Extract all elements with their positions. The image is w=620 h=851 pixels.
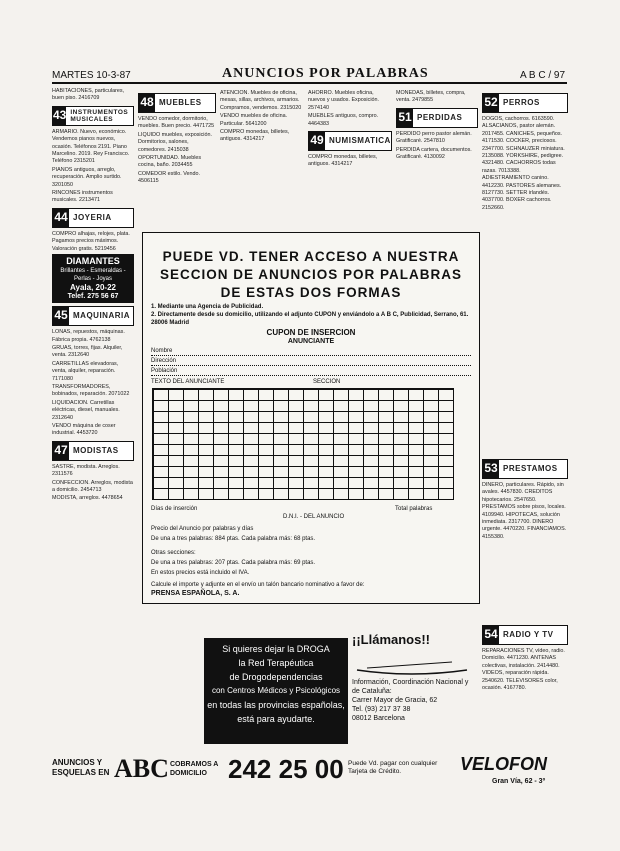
section-number: 53 — [483, 460, 499, 478]
section-header — [52, 208, 134, 228]
cobramos-text: COBRAMOS A DOMICILIO — [170, 761, 219, 777]
classified-item: PIANOS antiguos, arreglo, recuperación. Amplio surtido. 3201050 — [52, 166, 122, 188]
column-2 — [138, 90, 216, 230]
section-name: INSTRUMENTOS MUSICALES — [70, 108, 129, 123]
classified-item: HABITACIONES, particulares, buen piso. 2416709 — [52, 88, 125, 102]
otras-secciones: Otras secciones: — [151, 550, 196, 556]
address-text: Carrer Mayor de Gracia, 62 — [352, 697, 438, 704]
seccion-label: SECCION — [313, 379, 341, 385]
footer-banner — [52, 752, 572, 792]
classified-item: COMPRO monedas, billetes, antiguos. 4314217 — [308, 154, 378, 168]
classified-item: OPORTUNIDAD. Muebles cocina, baño. 2034455 — [138, 155, 202, 169]
classified-item: CONFECCION. Arreglos, modista a domicilio. 2454713 — [52, 479, 133, 493]
column-1 — [52, 88, 134, 738]
footer-left: ANUNCIOS Y ESQUELAS EN — [52, 758, 110, 777]
section-name: NUMISMATICA — [329, 136, 391, 146]
option-1: 1. Mediante una Agencia de Publicidad. — [151, 304, 264, 310]
velofon-logo: VELOFON — [460, 754, 548, 774]
precio-heading: Precio del Anuncio por palabras y días — [151, 526, 254, 532]
section-name: PERDIDAS — [417, 113, 463, 123]
column-4 — [308, 90, 392, 230]
section-number: 51 — [397, 109, 413, 127]
contact-ad — [352, 632, 478, 742]
diamantes-title: DIAMANTES — [66, 256, 120, 267]
section-name: PERROS — [503, 98, 540, 108]
texto-label: TEXTO DEL ANUNCIANTE — [151, 379, 225, 385]
droga-line-3: de Drogodependencias — [229, 672, 323, 682]
classified-item: VENDO comedor, dormitorio, muebles. Buen precio. 4471725 — [138, 116, 215, 130]
section-name: PRESTAMOS — [503, 464, 558, 474]
section-header — [308, 131, 392, 151]
section-name: MUEBLES — [159, 98, 202, 108]
adjunte-note: Calcule el importe y adjunte en el envío un talón bancario nominativo a favor de: — [151, 582, 365, 588]
classified-item: ARMARIO. Nuevo, económico. Vendemos pianos nuevos, ocasión. Teléfonos 2191. Piano Marcelino. 2019. Rey Francisco. Teléfono 2315201 — [52, 128, 130, 165]
dni-label: D.N.I. - DEL ANUNCIO — [283, 514, 345, 520]
section-number: 49 — [309, 132, 325, 150]
column-3 — [220, 90, 304, 230]
classified-item: AHORRO. Muebles oficina, nuevos y usados. Exposición. 2574140 — [308, 90, 380, 111]
classified-item: VENDO muebles de oficina. Particular. 5641200 — [220, 113, 288, 127]
droga-line-6: está para ayudarte. — [237, 714, 315, 724]
section-header — [396, 108, 478, 128]
section-name: MODISTAS — [73, 446, 119, 456]
poblacion-field[interactable]: Población — [151, 367, 471, 376]
direccion-field[interactable]: Dirección — [151, 357, 471, 366]
classified-item: REPARACIONES TV, vídeo, radio. Domicilio. 4471230. ANTENAS colectivas, instalación. 2414480. VIDEOS, reparación rápida. 2540620. TELEVISORES color, ocasión. 4167780. — [482, 648, 565, 692]
column-6 — [482, 90, 568, 745]
section-number: 54 — [483, 626, 499, 644]
diamantes-address: Ayala, 20-22 — [70, 283, 116, 293]
droga-line-1: Si quieres dejar la DROGA — [222, 644, 330, 654]
droga-ad — [204, 638, 348, 744]
header-rule — [52, 82, 567, 84]
classified-item: LONAS, repuestos, máquinas. Fábrica propia. 4762138 — [52, 329, 125, 343]
phone-text: Tel. (93) 217 37 38 — [352, 706, 411, 713]
droga-line-5: en todas las provincias españolas, — [207, 700, 345, 710]
section-header — [482, 93, 568, 113]
diamantes-phone: Telef. 275 56 67 — [67, 293, 119, 301]
classified-item: COMPRO alhajas, relojes, plata. Pagamos precios máximos. Valoración gratis. 5219456 — [52, 230, 130, 252]
classified-item: RINCONES instrumentos musicales. 2213471 — [52, 190, 113, 204]
page-date: MARTES 10-3-87 — [52, 70, 131, 81]
classified-item: GRUAS, torres, fijas. Alquiler, venta. 2312640 — [52, 344, 123, 359]
section-number: 45 — [53, 307, 69, 325]
coupon-title: CUPON DE INSERCION — [266, 328, 356, 337]
classified-item: LIQUIDACION. Carretillas eléctricas, diesel, manuales. 2312640 — [52, 399, 120, 421]
option-2: 2. Directamente desde su domicilio, utilizando el adjunto CUPON y enviándolo a A B C, Publicidad, Serrano, 61. 28006 Madrid — [151, 312, 469, 326]
classified-item: COMEDOR estilo. Vendo. 4506115 — [138, 170, 201, 185]
droga-line-2: la Red Terapéutica — [238, 658, 314, 668]
anunciante-label: ANUNCIANTE — [287, 338, 335, 345]
section-header — [52, 106, 134, 126]
classified-item: COMPRO monedas, billetes, antiguos. 4314217 — [220, 129, 290, 143]
diamantes-ad — [52, 254, 134, 303]
postal-text: 08012 Barcelona — [352, 715, 405, 722]
classified-item: PERDIDO perro pastor alemán. Gratificaré. 2547810 — [396, 130, 472, 145]
precio-1: De una a tres palabras: 884 ptas. Cada palabra más: 68 ptas. — [151, 536, 316, 542]
classified-item: ATENCION. Muebles de oficina, mesas, sillas, archivos, armarios. Compramos, vendemos. 2315020 — [220, 90, 302, 111]
precio-2: De una a tres palabras: 207 ptas. Cada palabra más: 69 ptas. — [151, 560, 316, 566]
classified-item: MONEDAS, billetes, compra, venta. 2479855 — [396, 90, 466, 104]
coupon-headline-1: PUEDE VD. TENER ACCESO A NUESTRA — [162, 249, 460, 264]
abc-logo: ABC — [114, 754, 169, 783]
text-entry-grid[interactable] — [152, 388, 454, 500]
section-header — [52, 441, 134, 461]
section-header — [482, 625, 568, 645]
droga-line-4: con Centros Médicos y Psicológicos — [211, 686, 341, 695]
section-header — [52, 306, 134, 326]
coupon-headline-2: SECCION DE ANUNCIOS POR PALABRAS — [159, 267, 463, 282]
column-5 — [396, 90, 478, 230]
classified-item: LIQUIDO muebles, exposición. Dormitorios, salones, comedores. 2415038 — [138, 131, 213, 153]
classified-item: PERDIDA cartera, documentos. Gratificaré. 4130092 — [396, 146, 472, 161]
llamanos-title: ¡¡Llámanos!! — [352, 632, 430, 647]
classified-item: SASTRE, modista. Arreglos. 2311576 — [52, 463, 120, 478]
classified-item: TRANSFORMADORES, bobinados, reparación. 2071022 — [52, 383, 130, 398]
page-number: A B C / 97 — [520, 70, 566, 81]
classified-item: MUEBLES antiguos, compro. 4464383 — [308, 113, 379, 127]
classified-item: VENDO máquina de coser industrial. 4453720 — [52, 422, 116, 437]
section-name: JOYERIA — [73, 213, 112, 223]
classified-item: MODISTA, arreglos. 4478654 — [52, 495, 123, 502]
section-header — [482, 459, 568, 479]
section-number: 44 — [53, 209, 69, 227]
section-name: MAQUINARIA — [73, 311, 130, 321]
page-title: ANUNCIOS POR PALABRAS — [222, 66, 429, 81]
section-number: 43 — [53, 107, 66, 125]
classified-item: DINERO, particulares. Rápido, sin avales. 4457830. CREDITOS hipotecarios. 2547650. PRESTAMOS sobre pisos, locales. 4109940. HIPOTECAS, solución inmediata. 2317700. DINERO urgente. 4470220. FINANCIAMOS. 4155380. — [482, 482, 567, 540]
nombre-field[interactable]: Nombre — [151, 347, 471, 356]
coupon-headline-3: DE ESTAS DOS FORMAS — [220, 285, 402, 300]
section-number: 48 — [139, 94, 155, 112]
dias-label: Días de inserción — [151, 506, 198, 512]
phone-number: 242 25 00 — [228, 754, 344, 784]
boat-illustration — [352, 648, 478, 678]
payment-note: Puede Vd. pagar con cualquier Tarjeta de Crédito. — [348, 760, 438, 775]
info-text: Información, Coordinación Nacional y de Cataluña: — [352, 679, 469, 695]
section-header — [138, 93, 216, 113]
section-name: RADIO Y TV — [503, 630, 554, 640]
velofon-address: Gran Vía, 62 - 3º — [492, 778, 546, 785]
classified-item: DOGOS, cachorros. 6163590. ALSACIANOS, pastor alemán. 2017455. CANICHES, pequeños. 4171530. COCKER, preciosos. 2347700. SCHNAUZER miniatura. 2135088. YORKSHIRE, pedigree. 4321480. CACHORROS todas razas. 7013388. ADIESTRAMIENTO canino. 4412230. PASTORES alemanes. 8127730. SETTER irlandés. 4037700. BOXER cachorros. 2152660. — [482, 116, 565, 211]
total-label: Total palabras — [395, 506, 433, 512]
classified-item: CARRETILLAS elevadoras, venta, alquiler, reparación. 7171080 — [52, 360, 119, 382]
prensa-espanola: PRENSA ESPAÑOLA, S. A. — [151, 590, 240, 597]
section-number: 47 — [53, 442, 69, 460]
iva-note: En estos precios está incluido el IVA. — [151, 570, 250, 576]
diamantes-subtitle: Brillantes - Esmeraldas - Perlas - Joyas — [60, 268, 126, 283]
section-number: 52 — [483, 94, 499, 112]
